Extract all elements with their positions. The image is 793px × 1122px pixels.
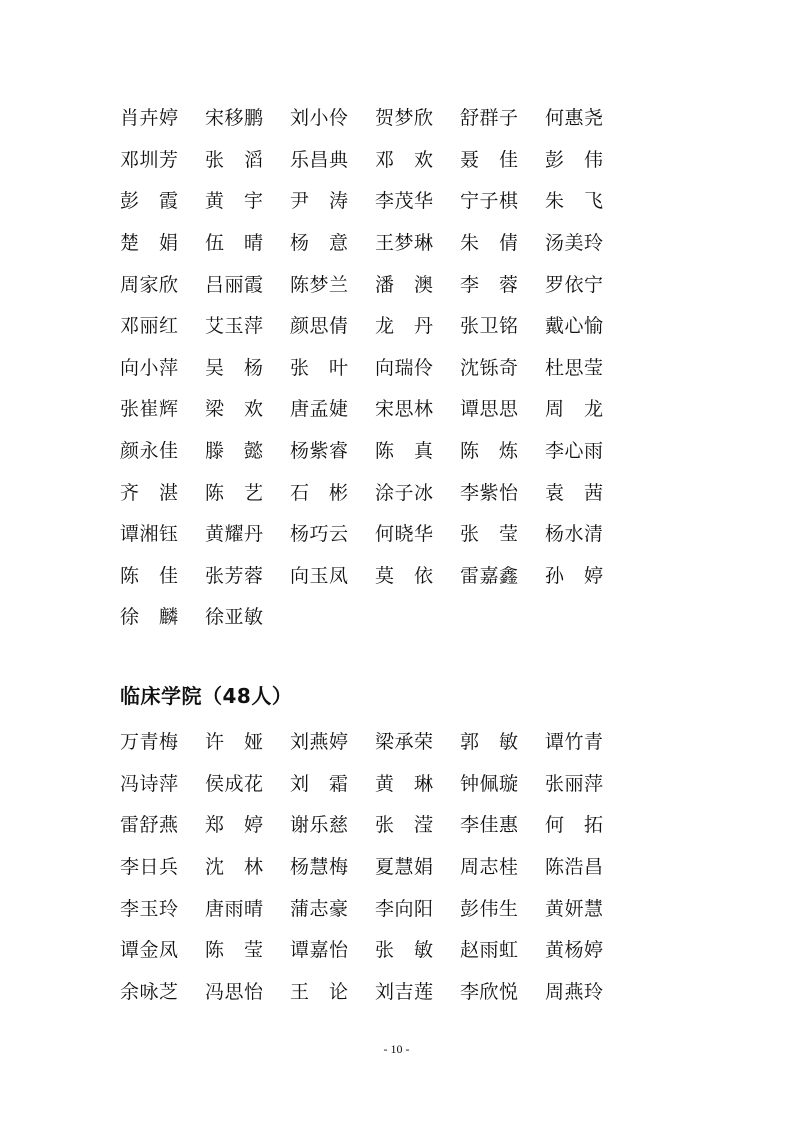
name-entry: 黄杨婷 bbox=[545, 939, 604, 962]
name-list-block-2 bbox=[120, 720, 640, 1011]
name-entry: 邓圳芳 bbox=[120, 148, 179, 171]
name-entry: 肖卉婷 bbox=[120, 107, 179, 130]
name-entry: 郑 婷 bbox=[205, 814, 264, 837]
name-entry: 罗依宁 bbox=[545, 273, 604, 296]
name-entry: 聂 佳 bbox=[460, 148, 519, 171]
name-entry: 杨 意 bbox=[290, 232, 349, 255]
name-entry: 王 论 bbox=[290, 980, 349, 1003]
name-row bbox=[120, 470, 640, 512]
name-entry: 张丽萍 bbox=[545, 772, 604, 795]
page-number: - 10 - bbox=[383, 1042, 410, 1056]
name-entry: 谭思思 bbox=[460, 398, 519, 421]
name-entry: 向小萍 bbox=[120, 356, 179, 379]
name-row bbox=[120, 96, 640, 138]
name-entry: 刘吉莲 bbox=[375, 980, 434, 1003]
name-entry: 宋移鹏 bbox=[205, 107, 264, 130]
name-entry: 乐昌典 bbox=[290, 148, 349, 171]
name-entry: 石 彬 bbox=[290, 481, 349, 504]
name-entry: 沈 林 bbox=[205, 856, 264, 879]
name-entry: 刘 霜 bbox=[290, 772, 349, 795]
name-entry: 彭 伟 bbox=[545, 148, 604, 171]
name-entry: 周燕玲 bbox=[545, 980, 604, 1003]
name-entry: 袁 茜 bbox=[545, 481, 604, 504]
name-row bbox=[120, 762, 640, 804]
name-entry: 尹 涛 bbox=[290, 190, 349, 213]
name-entry: 侯成花 bbox=[205, 772, 264, 795]
name-entry: 沈铄奇 bbox=[460, 356, 519, 379]
name-entry: 陈梦兰 bbox=[290, 273, 349, 296]
name-entry: 许 娅 bbox=[205, 731, 264, 754]
name-entry: 陈 艺 bbox=[205, 481, 264, 504]
name-entry: 唐孟婕 bbox=[290, 398, 349, 421]
name-row bbox=[120, 554, 640, 596]
name-row bbox=[120, 886, 640, 928]
name-entry: 陈 真 bbox=[375, 440, 434, 463]
name-entry: 楚 娟 bbox=[120, 232, 179, 255]
name-entry: 李佳惠 bbox=[460, 814, 519, 837]
name-entry: 张芳蓉 bbox=[205, 564, 264, 587]
name-entry: 黄 宇 bbox=[205, 190, 264, 213]
name-entry: 黄 琳 bbox=[375, 772, 434, 795]
name-entry: 贺梦欣 bbox=[375, 107, 434, 130]
name-entry: 舒群子 bbox=[460, 107, 519, 130]
name-entry: 吕丽霞 bbox=[205, 273, 264, 296]
name-entry: 谭竹青 bbox=[545, 731, 604, 754]
name-entry: 李心雨 bbox=[545, 440, 604, 463]
name-entry: 蒲志豪 bbox=[290, 897, 349, 920]
name-entry: 张 敏 bbox=[375, 939, 434, 962]
name-row bbox=[120, 595, 640, 637]
name-entry: 唐雨晴 bbox=[205, 897, 264, 920]
name-row bbox=[120, 803, 640, 845]
name-entry: 谭嘉怡 bbox=[290, 939, 349, 962]
name-entry: 李日兵 bbox=[120, 856, 179, 879]
name-list-block-1 bbox=[120, 96, 640, 637]
name-entry: 周 龙 bbox=[545, 398, 604, 421]
name-entry: 张 莹 bbox=[460, 523, 519, 546]
name-entry: 冯诗萍 bbox=[120, 772, 179, 795]
name-entry: 莫 依 bbox=[375, 564, 434, 587]
name-entry: 陈 炼 bbox=[460, 440, 519, 463]
name-entry: 周家欣 bbox=[120, 273, 179, 296]
name-entry: 梁承荣 bbox=[375, 731, 434, 754]
name-entry: 张 叶 bbox=[290, 356, 349, 379]
name-entry: 黄妍慧 bbox=[545, 897, 604, 920]
name-entry: 颜永佳 bbox=[120, 440, 179, 463]
name-entry: 谭金凤 bbox=[120, 939, 179, 962]
name-entry: 滕 懿 bbox=[205, 440, 264, 463]
name-entry: 李欣悦 bbox=[460, 980, 519, 1003]
name-row bbox=[120, 221, 640, 263]
name-entry: 张卫铭 bbox=[460, 315, 519, 338]
name-entry: 彭伟生 bbox=[460, 897, 519, 920]
name-entry: 艾玉萍 bbox=[205, 315, 264, 338]
name-entry: 龙 丹 bbox=[375, 315, 434, 338]
name-entry: 雷舒燕 bbox=[120, 814, 179, 837]
name-entry: 谭湘钰 bbox=[120, 523, 179, 546]
name-entry: 张崔辉 bbox=[120, 398, 179, 421]
name-row bbox=[120, 262, 640, 304]
name-entry: 李紫怡 bbox=[460, 481, 519, 504]
name-row bbox=[120, 970, 640, 1012]
name-row bbox=[120, 304, 640, 346]
name-entry: 颜思倩 bbox=[290, 315, 349, 338]
name-entry: 潘 澳 bbox=[375, 273, 434, 296]
name-row bbox=[120, 720, 640, 762]
name-row bbox=[120, 179, 640, 221]
name-entry: 徐亚敏 bbox=[205, 606, 264, 629]
name-entry: 黄耀丹 bbox=[205, 523, 264, 546]
name-row bbox=[120, 928, 640, 970]
name-entry: 郭 敏 bbox=[460, 731, 519, 754]
name-entry: 余咏芝 bbox=[120, 980, 179, 1003]
name-entry: 戴心愉 bbox=[545, 315, 604, 338]
name-entry: 刘小伶 bbox=[290, 107, 349, 130]
name-entry: 李 蓉 bbox=[460, 273, 519, 296]
name-entry: 李玉玲 bbox=[120, 897, 179, 920]
name-entry: 向瑞伶 bbox=[375, 356, 434, 379]
name-entry: 夏慧娟 bbox=[375, 856, 434, 879]
name-entry: 赵雨虹 bbox=[460, 939, 519, 962]
name-entry: 杨慧梅 bbox=[290, 856, 349, 879]
name-entry: 向玉凤 bbox=[290, 564, 349, 587]
name-entry: 宋思林 bbox=[375, 398, 434, 421]
name-entry: 陈 莹 bbox=[205, 939, 264, 962]
name-entry: 张 滔 bbox=[205, 148, 264, 171]
name-entry: 彭 霞 bbox=[120, 190, 179, 213]
name-entry: 王梦琳 bbox=[375, 232, 434, 255]
name-row bbox=[120, 346, 640, 388]
name-entry: 吴 杨 bbox=[205, 356, 264, 379]
section-heading: 临床学院（48人） bbox=[120, 684, 293, 708]
name-entry: 谢乐慈 bbox=[290, 814, 349, 837]
name-entry: 梁 欢 bbox=[205, 398, 264, 421]
name-entry: 万青梅 bbox=[120, 731, 179, 754]
name-entry: 汤美玲 bbox=[545, 232, 604, 255]
name-entry: 朱 飞 bbox=[545, 190, 604, 213]
name-entry: 杨紫睿 bbox=[290, 440, 349, 463]
name-row bbox=[120, 387, 640, 429]
name-entry: 李向阳 bbox=[375, 897, 434, 920]
name-entry: 张 滢 bbox=[375, 814, 434, 837]
name-entry: 齐 湛 bbox=[120, 481, 179, 504]
name-entry: 陈 佳 bbox=[120, 564, 179, 587]
name-row bbox=[120, 845, 640, 887]
name-entry: 涂子冰 bbox=[375, 481, 434, 504]
name-entry: 陈浩昌 bbox=[545, 856, 604, 879]
name-entry: 杨水清 bbox=[545, 523, 604, 546]
name-entry: 钟佩璇 bbox=[460, 772, 519, 795]
name-row bbox=[120, 138, 640, 180]
name-entry: 何 拓 bbox=[545, 814, 604, 837]
name-entry: 冯思怡 bbox=[205, 980, 264, 1003]
name-entry: 刘燕婷 bbox=[290, 731, 349, 754]
name-entry: 伍 晴 bbox=[205, 232, 264, 255]
name-entry: 雷嘉鑫 bbox=[460, 564, 519, 587]
name-entry: 朱 倩 bbox=[460, 232, 519, 255]
name-row bbox=[120, 429, 640, 471]
name-entry: 周志桂 bbox=[460, 856, 519, 879]
name-entry: 宁子棋 bbox=[460, 190, 519, 213]
name-entry: 邓 欢 bbox=[375, 148, 434, 171]
name-entry: 李茂华 bbox=[375, 190, 434, 213]
name-entry: 何晓华 bbox=[375, 523, 434, 546]
name-row bbox=[120, 512, 640, 554]
name-entry: 徐 麟 bbox=[120, 606, 179, 629]
name-entry: 杨巧云 bbox=[290, 523, 349, 546]
name-entry: 邓丽红 bbox=[120, 315, 179, 338]
name-entry: 孙 婷 bbox=[545, 564, 604, 587]
name-entry: 杜思莹 bbox=[545, 356, 604, 379]
name-entry: 何惠尧 bbox=[545, 107, 604, 130]
